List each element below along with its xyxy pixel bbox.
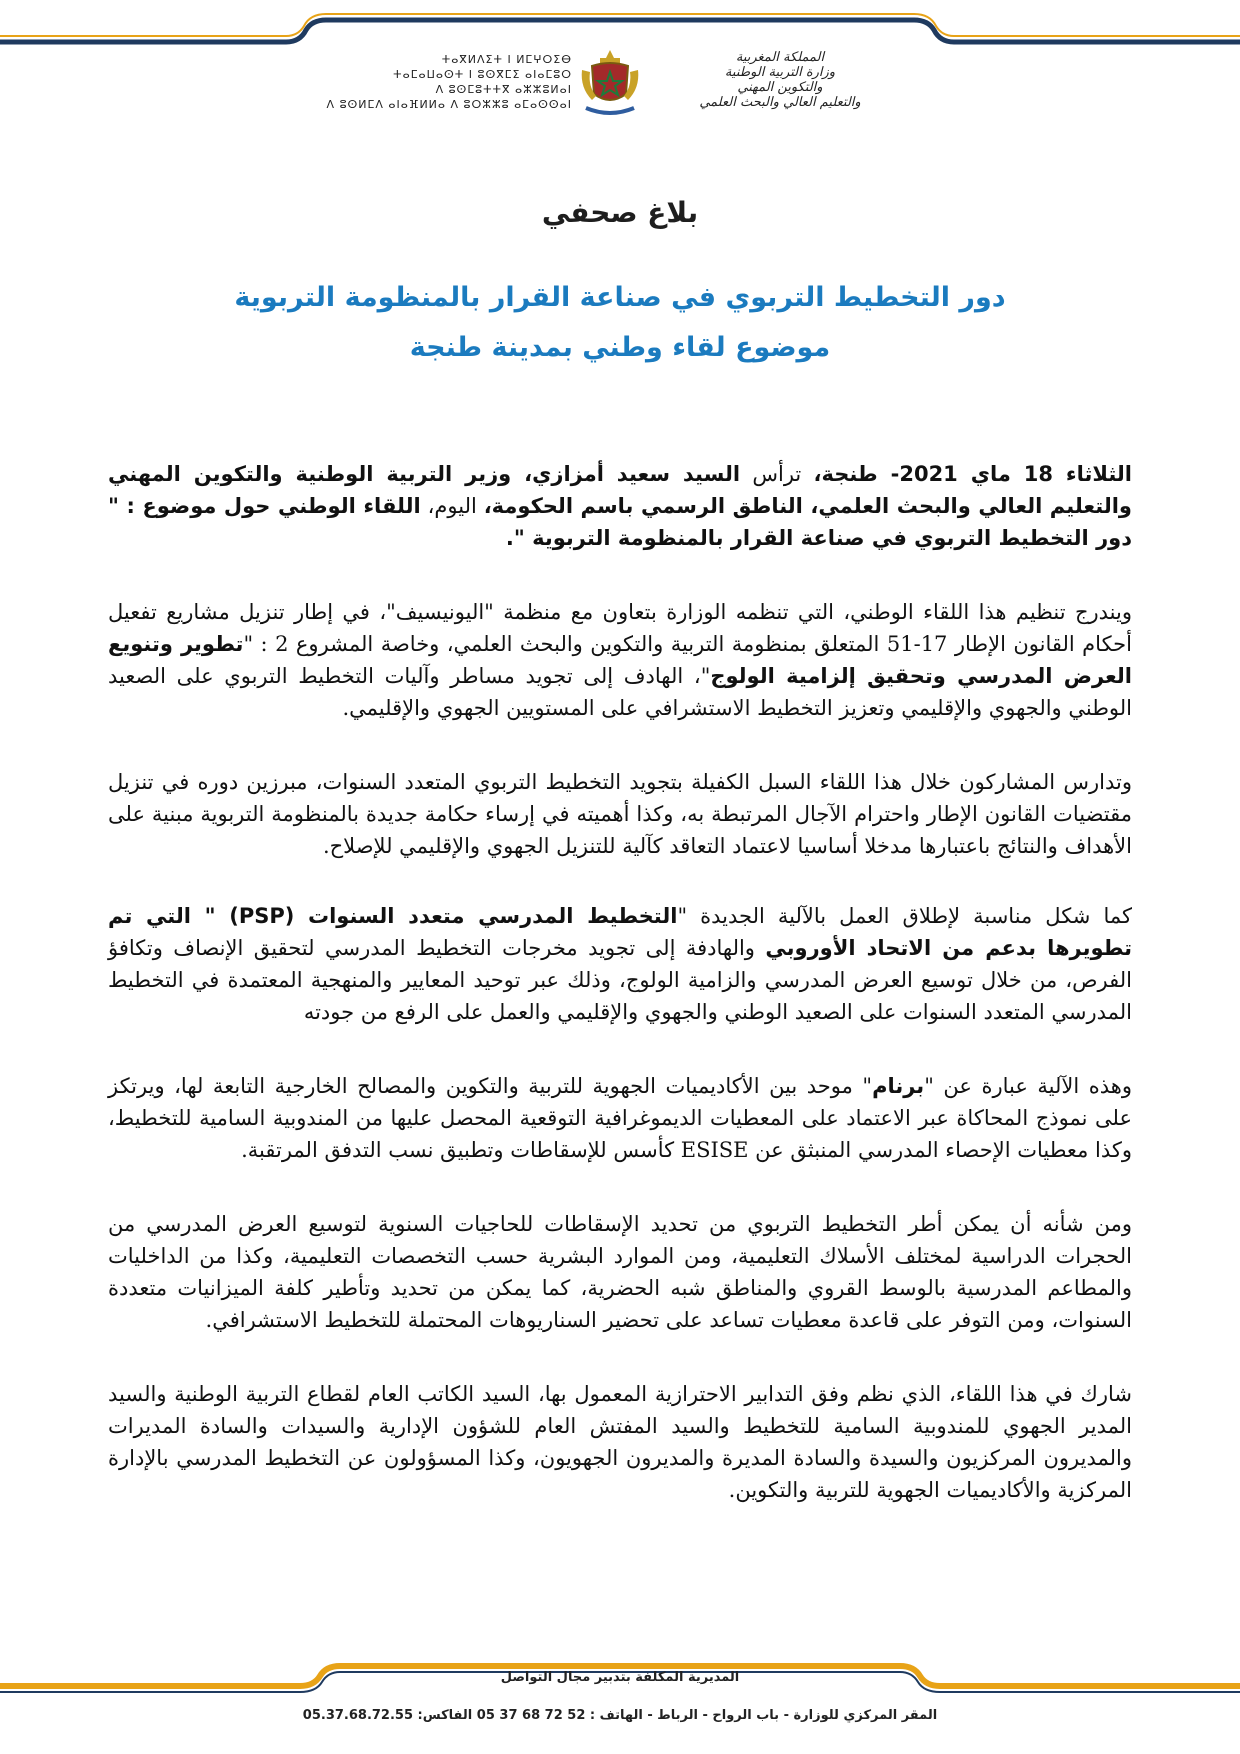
arabic-ministry-name: المملكة المغربية وزارة التربية الوطنية والتكوين المهني والتعليم العالي والبحث العلمي <box>699 50 861 110</box>
letterhead <box>0 48 1240 128</box>
title-line-1: دور التخطيط التربوي في صناعة القرار بالمنظومة التربوية <box>234 282 1006 313</box>
footer-contact: المقر المركزي للوزارة - باب الرواح - الرباط - الهاتف : 52 72 68 37 05 الفاكس: 05.37.68.72.55 <box>302 1708 938 1723</box>
paragraph-7: شارك في هذا اللقاء، الذي نظم وفق التدابير الاحترازية المعمول بها، السيد الكاتب العام لقطاع التربية الوطنية والسيد المدير الجهوي للمندوبية السامية للتخطيط والسيد المفتش العام للشؤون الإدارية والسيدات والسادة المديرات والمديرون المركزيون والسيدة والسادة المديرة والمديرون الجهويون، وكذا المسؤولون عن التخطيط المدرسي بالإدارة المركزية والأكاديميات الجهوية للتربية والتكوين. <box>108 1382 1132 1502</box>
paragraph-1: الثلاثاء 18 ماي 2021- طنجة، ترأس السيد سعيد أمزازي، وزير التربية الوطنية والتكوين المهني والتعليم العالي والبحث العلمي، الناطق الرسمي باسم الحكومة، اليوم، اللقاء الوطني حول موضوع : " دور التخطيط التربوي في صناعة القرار بالمنظومة التربوية ". <box>108 462 1132 550</box>
tifinagh-ministry-name: ⵜⴰⴳⵍⴷⵉⵜ ⵏ ⵍⵎⵖⵔⵉⴱ ⵜⴰⵎⴰⵡⴰⵙⵜ ⵏ ⵓⵙⴳⵎⵉ ⴰⵏⴰⵎⵓⵔ ⴷ ⵓⵙⵎⵓⵜⵜⴳ ⴰⵣⵣⵓⵍⴰⵏ ⴷ ⵓⵙⵍⵎⴷ ⴰⵏⴰⴼⵍⵍⴰ ⴷ ⵓⵔⵣⵣⵓ ⴰⵎⴰⵙⵙⴰⵏ <box>326 53 572 111</box>
paragraph-2: ويندرج تنظيم هذا اللقاء الوطني، التي تنظمه الوزارة بتعاون مع منظمة "اليونيسيف"، في إطار تنزيل مشاريع تفعيل أحكام القانون الإطار 17-51 المتعلق بمنظومة التربية والتكوين والبحث العلمي، وخاصة المشروع 2 : "تطوير وتنويع العرض المدرسي وتحقيق إلزامية الولوج"، الهادف إلى تجويد مساطر وآليات التخطيط التربوي على الصعيد الوطني والجهوي والإقليمي وتعزيز التخطيط الاستشرافي على المستويين الجهوي والإقليمي. <box>108 600 1132 720</box>
moroccan-coat-of-arms-icon <box>578 48 642 118</box>
paragraph-5: وهذه الآلية عبارة عن "برنام" موحد بين الأكاديميات الجهوية للتربية والتكوين والمصالح الخارجية التابعة لها، ويرتكز على نموذج المحاكاة عبر الاعتماد على المعطيات الديموغرافية التوقعية المحصل عليها من المندوبية السامية للتخطيط، وكذا معطيات الإحصاء المدرسي المنبثق عن ESISE كأسس للإسقاطات وتطبيق نسب التدفق المرتقبة. <box>108 1074 1132 1162</box>
paragraph-6: ومن شأنه أن يمكن أطر التخطيط التربوي من تحديد الإسقاطات للحاجيات السنوية لتوسيع العرض المدرسي من الحجرات الدراسية لمختلف الأسلاك التعليمية، ومن الموارد البشرية حسب التخصصات التعليمية، وكذا من الداخليات والمطاعم المدرسية بالوسط القروي والمناطق شبه الحضرية، كما يمكن من تحديد وتأطير كلفة الميزانيات متعددة السنوات، ومن التوفر على قاعدة معطيات تساعد على تحضير السناريوهات المحتملة للتخطيط الاستشرافي. <box>108 1212 1132 1332</box>
paragraph-4: كما شكل مناسبة لإطلاق العمل بالآلية الجديدة "التخطيط المدرسي متعدد السنوات (PSP) " التي تم تطويرها بدعم من الاتحاد الأوروبي والهادفة إلى تجويد مخرجات التخطيط المدرسي لتحقيق الإنصاف وتكافؤ الفرص، من خلال توسيع العرض المدرسي والزامية الولوج، وذلك عبر توحيد المعايير والمنهجية المعتمدة في التخطيط المدرسي المتعدد السنوات على الصعيد الوطني والجهوي والإقليمي والعمل على الرفع من جودته <box>108 904 1133 1024</box>
paragraph-3: وتدارس المشاركون خلال هذا اللقاء السبل الكفيلة بتجويد التخطيط التربوي المتعدد السنوات، مبرزين دوره في تنزيل مقتضيات القانون الإطار واحترام الآجال المرتبطة به، وكذا أهميته في إرساء حكامة جديدة بالمنظومة التربوية مبنية على الأهداف والنتائج باعتبارها مدخلا أساسيا لاعتماد التعاقد كآلية للتنزيل الجهوي والإقليمي للإصلاح. <box>108 770 1132 858</box>
press-release-label: بلاغ صحفي <box>541 196 699 229</box>
footer-directorate: المديرية المكلفة بتدبير مجال التواصل <box>500 1670 740 1685</box>
title-line-2: موضوع لقاء وطني بمدينة طنجة <box>409 332 831 363</box>
